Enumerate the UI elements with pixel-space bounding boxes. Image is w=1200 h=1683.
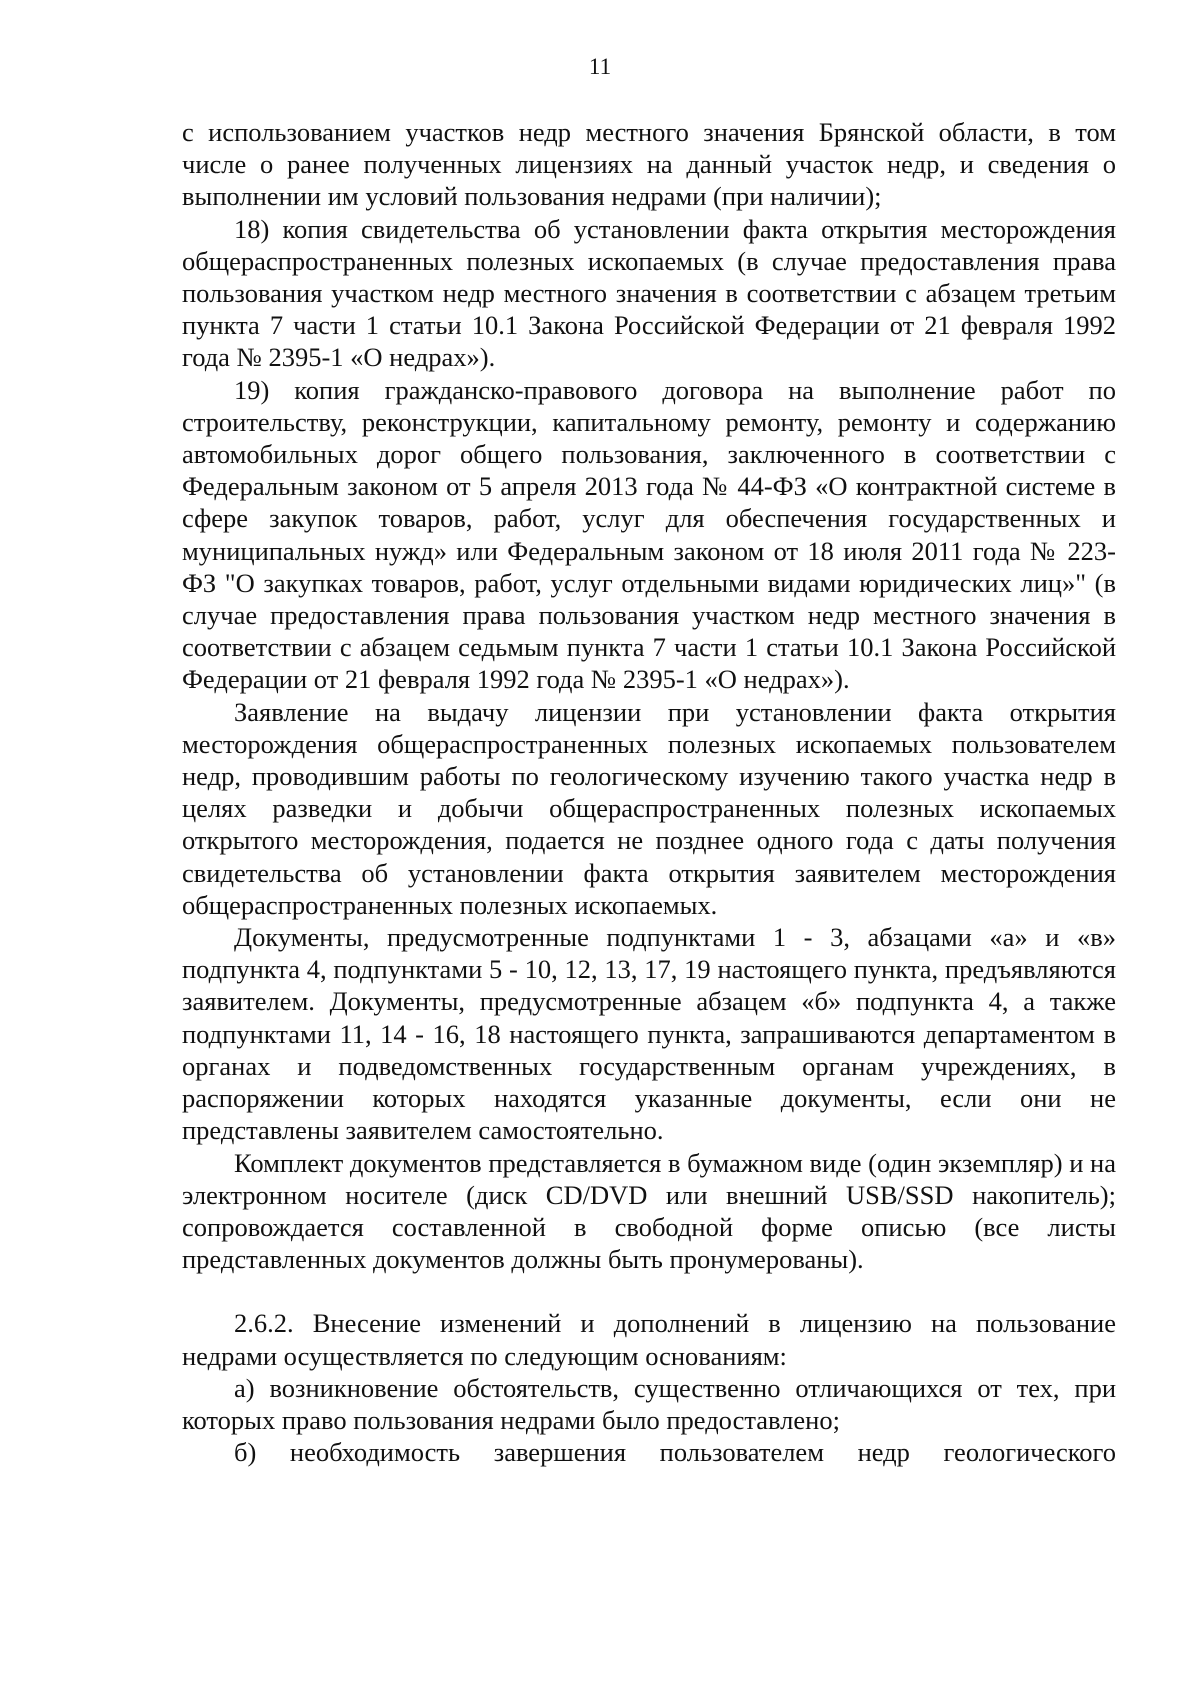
paragraph-item-18: 18) копия свидетельства об установлении факта открытия месторождения общераспространенных полезных ископаемых (в случае предоставления права пользования участком недр местного значения в соответствии с абзацем третьим пункта 7 части 1 статьи 10.1 Закона Российской Федерации от 21 февраля 1992 года № 2395-1 «О недрах»). — [182, 213, 1116, 373]
paragraph-item-b: б) необходимость завершения пользователем недр геологического — [234, 1437, 1116, 1468]
paragraph-item-19: 19) копия гражданско-правового договора на выполнение работ по строительству, реконструкции, капитальному ремонту, ремонту и содержанию автомобильных дорог общего пользования, заключенного в соответствии с Федеральным законом от 5 апреля 2013 года № 44-ФЗ «О контрактной системе в сфере закупок товаров, работ, услуг для обеспечения государственных и муниципальных нужд» или Федеральным законом от 18 июля 2011 года № 223-ФЗ "О закупках товаров, работ, услуг отдельными видами юридических лиц»" (в случае предоставления права пользования участком недр местного значения в соответствии с абзацем седьмым пункта 7 части 1 статьи 10.1 Закона Российской Федерации от 21 февраля 1992 года № 2395-1 «О недрах»). — [182, 374, 1116, 695]
paragraph-license-application: Заявление на выдачу лицензии при установлении факта открытия месторождения общераспространенных полезных ископаемых пользователем недр, проводившим работы по геологическому изучению такого участка недр в целях разведки и добычи общераспространенных полезных ископаемых открытого месторождения, подается не позднее одного года с даты получения свидетельства об установлении факта открытия заявителем месторождения общераспространенных полезных ископаемых. — [182, 696, 1116, 920]
paragraph-continuation: с использованием участков недр местного значения Брянской области, в том числе о ранее полученных лицензиях на данный участок недр, и сведения о выполнении им условий пользования недрами (при наличии); — [182, 117, 1116, 212]
document-body — [182, 116, 1116, 1468]
paragraph-item-a: а) возникновение обстоятельств, существенно отличающихся от тех, при которых право пользования недрами было предоставлено; — [182, 1372, 1116, 1435]
paragraph-section-2-6-2: 2.6.2. Внесение изменений и дополнений в лицензию на пользование недрами осуществляется по следующим основаниям: — [182, 1308, 1116, 1371]
paragraph-documents: Документы, предусмотренные подпунктами 1 - 3, абзацами «а» и «в» подпункта 4, подпунктами 5 - 10, 12, 13, 17, 19 настоящего пункта, предъявляются заявителем. Документы, предусмотренные абзацем «б» подпункта 4, а также подпунктами 11, 14 - 16, 18 настоящего пункта, запрашиваются департаментом в органах и подведомственных государственным органам учреждениях, в распоряжении которых находятся указанные документы, если они не представлены заявителем самостоятельно. — [182, 922, 1116, 1146]
page-number: 11 — [588, 54, 612, 79]
paragraph-document-set: Комплект документов представляется в бумажном виде (один экземпляр) и на электронном носителе (диск CD/DVD или внешний USB/SSD накопитель); сопровождается составленной в свободной форме описью (все листы представленных документов должны быть пронумерованы). — [182, 1147, 1116, 1275]
